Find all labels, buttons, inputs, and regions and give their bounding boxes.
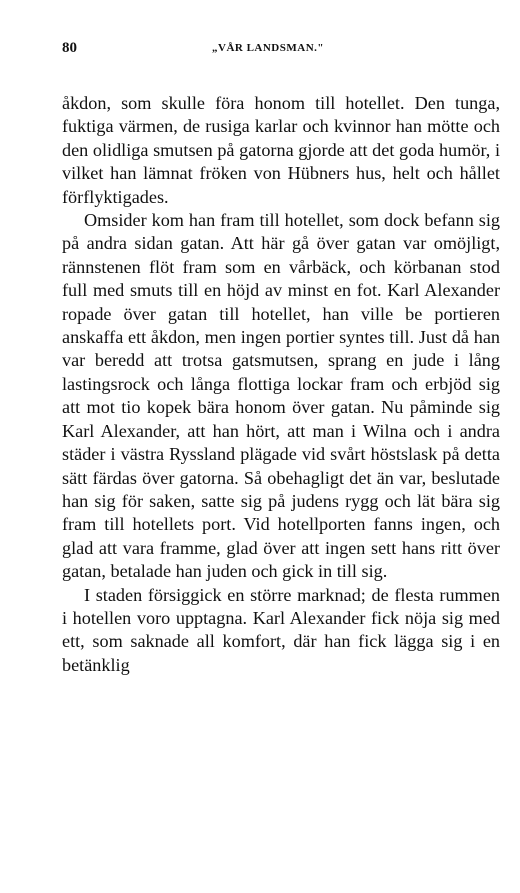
paragraph: I staden försiggick en större marknad; de flesta rummen i hotellen voro upptagna. Karl Alexander fick nöja sig med ett, som saknade all komfort, där han fick lägga sig i en betänklig — [62, 584, 500, 675]
body-text — [62, 92, 500, 677]
book-page — [62, 40, 500, 677]
page-header — [62, 40, 500, 62]
running-head: „VÅR LANDSMAN." — [212, 42, 324, 54]
paragraph: Omsider kom han fram till hotellet, som dock befann sig på andra sidan gatan. Att här gå över gatan var omöjligt, rännstenen flöt fram som en vårbäck, och körbanan stod full med smuts till en höjd av minst en fot. Karl Alexander ropade över gatan till hotellet, han ville be portieren anskaffa ett åkdon, men ingen portier syntes till. Just då han var beredd att trotsa gatsmutsen, sprang en jude i lång lastingsrock och långa flottiga lockar fram och erbjöd sig att mot tio kopek bära honom över gatan. Nu påminde sig Karl Alexander, att han hört, att man i Wilna och i andra städer i västra Ryssland plägade vid svårt höstslask på detta sätt färdas över gatorna. Så obehagligt det än var, beslutade han sig för saken, satte sig på judens rygg och lät bära sig fram till hotellets port. Vid hotellporten fanns ingen, och glad att vara framme, glad över att ingen sett hans ritt över gatan, betalade han juden och gick in till sig. — [62, 210, 500, 582]
page-number: 80 — [62, 40, 77, 56]
paragraph-continued: åkdon, som skulle föra honom till hotellet. Den tunga, fuktiga värmen, de rusiga karlar och kvinnor han mötte och den olidliga smutsen på gatorna gjorde att det goda humör, i vilket han lämnat fröken von Hübners hus, helt och hållet förflyktigades. — [62, 93, 500, 207]
